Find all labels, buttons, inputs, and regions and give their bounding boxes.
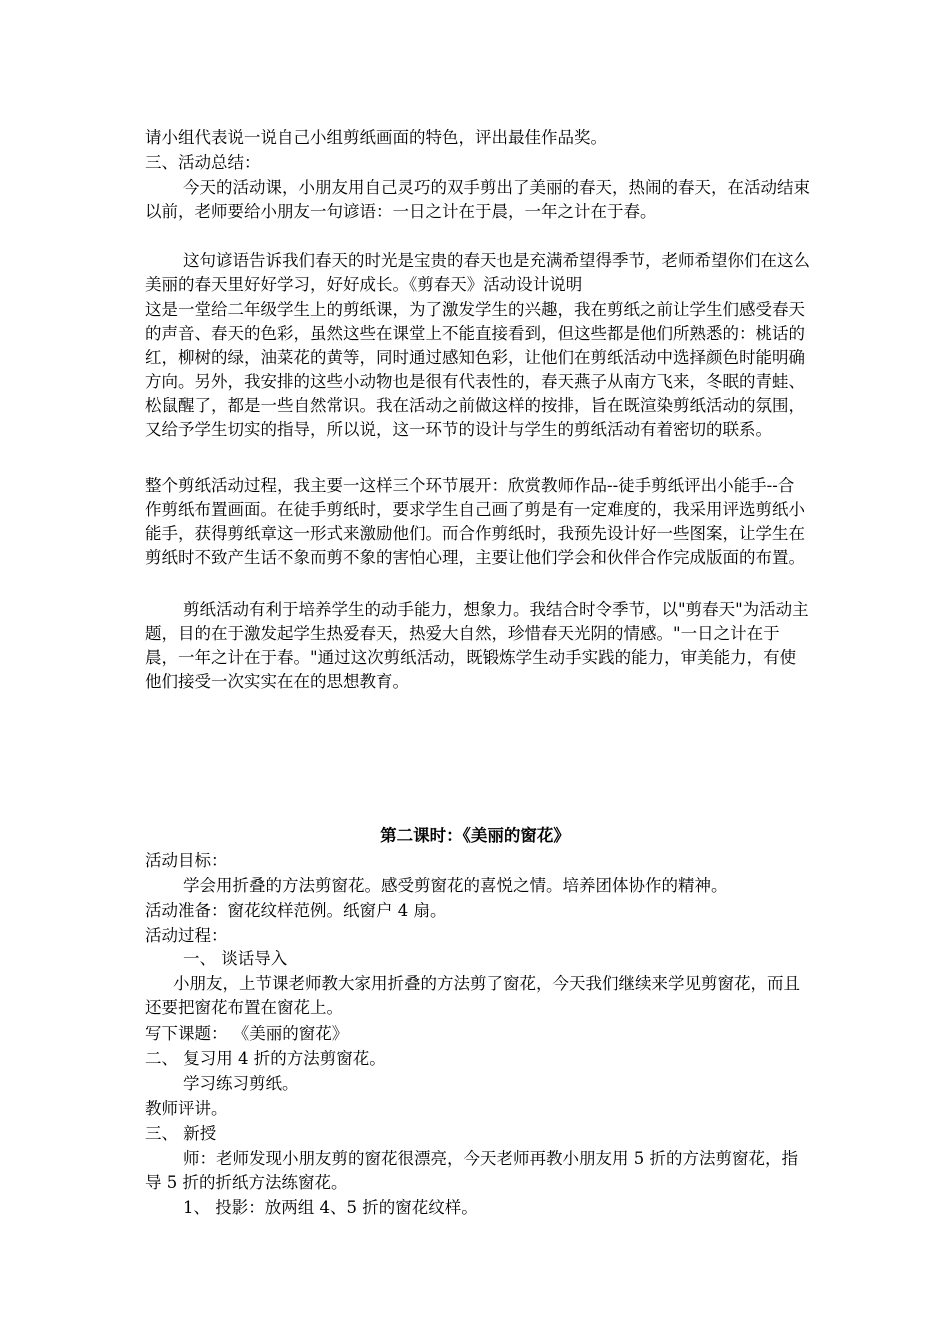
goal-label: 活动目标： [145, 851, 228, 870]
paragraph-group-representative: 请小组代表说一说自己小组剪纸画面的特色，评出最佳作品奖。 [145, 128, 607, 147]
process-label: 活动过程： [145, 926, 228, 945]
step2-heading: 二、 复习用 4 折的方法剪窗花。 [145, 1049, 386, 1068]
section-heading-summary: 三、活动总结： [145, 153, 261, 172]
step1-heading: 一、 谈话导入 [183, 949, 288, 968]
goal-text: 学会用折叠的方法剪窗花。感受剪窗花的喜悦之情。培养团体协作的精神。 [183, 876, 728, 895]
write-title-line: 写下课题： 《美丽的窗花》 [145, 1024, 349, 1043]
preparation-text: 活动准备：窗花纹样范例。纸窗户 4 扇。 [145, 901, 447, 920]
step3-heading: 三、 新授 [145, 1124, 217, 1143]
step3-paragraph: 师：老师发现小朋友剪的窗花很漂亮，今天老师再教小朋友用 5 折的方法剪窗花，指导 5 折的折纸方法练窗花。 [145, 1149, 798, 1192]
step3-item1: 1、 投影：放两组 4、5 折的窗花纹样。 [183, 1198, 478, 1217]
paragraph-conclusion: 剪纸活动有利于培养学生的动手能力，想象力。我结合时令季节，以"剪春天"为活动主题，目的在于激发起学生热爱春天，热爱大自然，珍惜春天光阴的情感。"一日之计在于晨，一年之计在于春。"通过这次剪纸活动，既锻炼学生动手实践的能力，审美能力，有使他们接受一次实实在在的思想教育。 [145, 600, 809, 691]
step2-practice: 学习练习剪纸。 [183, 1074, 299, 1093]
paragraph-design-notes: 这是一堂给二年级学生上的剪纸课，为了激发学生的兴趣，我在剪纸之前让学生们感受春天的声音、春天的色彩，虽然这些在课堂上不能直接看到，但这些都是他们所熟悉的：桃话的红，柳树的绿，油菜花的黄等，同时通过感知色彩，让他们在剪纸活动中选择颜色时能明确方向。另外，我安排的这些小动物也是很有代表性的，春天燕子从南方飞来，冬眠的青蛙、松鼠醒了，都是一些自然常识。我在活动之前做这样的按排，旨在既渲染剪纸活动的氛围，又给予学生切实的指导，所以说，这一环节的设计与学生的剪纸活动有着密切的联系。 [145, 300, 805, 439]
lesson-title: 第二课时：《美丽的窗花》 [380, 826, 570, 845]
paragraph-process: 整个剪纸活动过程，我主要一这样三个环节展开：欣赏教师作品--徒手剪纸评出小能手--合作剪纸布置画面。在徒手剪纸时，要求学生自己画了剪是有一定难度的，我采用评选剪纸小能手，获得剪纸章这一形式来激励他们。而合作剪纸时，我预先设计好一些图案，让学生在剪纸时不致产生话不象而剪不象的害怕心理，主要让他们学会和伙伴合作完成版面的布置。 [145, 476, 805, 567]
paragraph-proverb: 这句谚语告诉我们春天的时光是宝贵的春天也是充满希望得季节，老师希望你们在这么美丽的春天里好好学习，好好成长。《剪春天》活动设计说明 [145, 251, 810, 294]
paragraph-summary: 今天的活动课，小朋友用自己灵巧的双手剪出了美丽的春天，热闹的春天，在活动结束以前，老师要给小朋友一句谚语：一日之计在于晨，一年之计在于春。 [145, 178, 810, 221]
step2-review: 教师评讲。 [145, 1099, 228, 1118]
step1-paragraph: 小朋友，上节课老师教大家用折叠的方法剪了窗花，今天我们继续来学见剪窗花，而且还要把窗花布置在窗花上。 [145, 974, 800, 1017]
